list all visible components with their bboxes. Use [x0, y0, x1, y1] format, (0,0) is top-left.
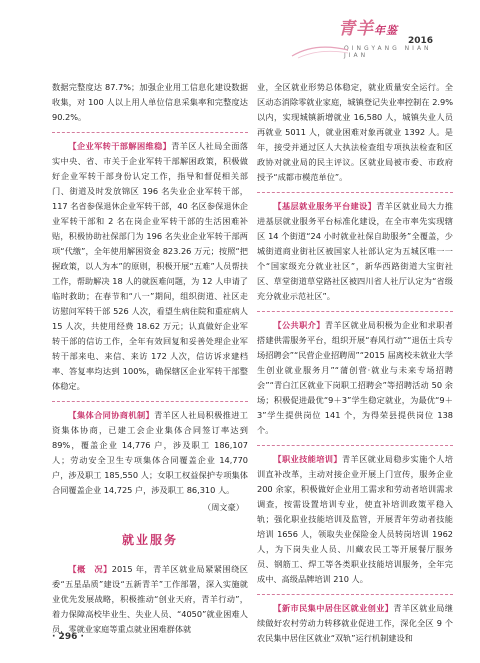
logo-year: 2016	[408, 36, 434, 46]
left-column	[52, 80, 248, 637]
entry-heading: 【企业军转干部解困维稳】	[68, 141, 172, 151]
paragraph-continuation: 业，全区就业形势总体稳定，就业质量安全运行。全区动态消除零就业家庭，城镇登记失业率控制在 2.9% 以内，实现城镇新增就业 16,580 人，城镇失业人员再就业 5011 人，就业困难对象再就业 1392 人。是年，接受并通过区人大执法检查组专项执法检查和区政协对就业局的民主评议。区就业局被市委、市政府授予“成都市模范单位”。	[257, 82, 453, 182]
entry-heading: 【新市民集中居住区就业创业】	[273, 603, 394, 613]
entry-text: 青羊区就业局积极为企业和求职者搭建供需服务平台，组织开展“春风行动”“退伍士兵专场招聘会”“民营企业招聘周”“2015 届离校未就业大学生创业就业服务月”“蒲创营·就业与未来专场招聘会”“青白江区就业下岗职工招聘会”等招聘活动 50 余场；积极促进最优“9＋3”学生稳定就业，为最优“9＋3”学生提供岗位 141 个，为得荣县提供岗位 138 个。	[257, 320, 453, 435]
entry-public-job-agency	[257, 318, 453, 438]
section-divider	[257, 311, 453, 312]
entry-veteran-cadres	[52, 139, 248, 394]
page-number: · 296 ·	[52, 632, 84, 642]
section-divider	[257, 445, 453, 446]
section-divider	[257, 192, 453, 193]
entry-new-citizens	[257, 601, 453, 646]
entry-text: 青羊区就业局大力推进基层就业服务平台标准化建设，在全市率先实现辖区 14 个街道“24 小时就业社保自助服务”全覆盖，少城街道商业街社区被国家人社部认定为五城区唯一一个“国家级充分就业社区”，新华西路街道大宝街社区、草堂街道草堂路社区被四川省人社厅认定为“省级充分就业示范社区”。	[257, 201, 453, 301]
page-header	[0, 0, 480, 70]
entry-text: 2015 年，青羊区就业局紧紧围绕区委“五星品质”建设“五新青羊”工作部署，深入实施就业优先发展战略，积极推动“创业天府，青羊行动”，着力保障高校毕业生、失业人员、“4050”就业困难人员，零就业家庭等重点就业困难群体就	[52, 564, 248, 634]
entry-text: 青羊区就业局继续做好农村劳动力转移就业促进工作，深化全区 9 个农民集中居住区就业“双轨”运行机制建设和	[257, 603, 453, 643]
entry-heading: 【职业技能培训】	[273, 454, 342, 464]
entry-text: 青羊区人社局积极推进工资集体协商，已建工会企业集体合同签订率达到 89%，覆盖企业 14,776 户，涉及职工 186,107 人；劳动安全卫生专项集体合同覆盖企业 14,770 户，涉及职工 185,550 人；女职工权益保护专项集体合同覆盖企业 14,725 户，涉及职工 86,310 人。	[52, 410, 248, 495]
logo-subtitle: QINGYANG NIAN JIAN	[344, 45, 432, 59]
paragraph-continuation: 数据完整度达 87.7%；加强企业用工信息化建设数据收集，对 100 人以上用人单位信息采集率和完整度达 90.2%。	[52, 82, 248, 122]
entry-overview	[52, 562, 248, 637]
entry-text: 青羊区就业局稳步实施个人培训直补改革，主动对接企业开展上门宣传，服务企业 200 余家，积极做好企业用工需求和劳动者培训需求调查，按需设置培训专业，使直补培训政策平稳入轨；强化职业技能培训及监管，开展青年劳动者技能培训 1656 人，领取失业保险金人员转岗培训 1962 人，为下岗失业人员、川藏农民工等开展餐厅服务员、钢筋工、焊工等各类职业技能培训服务，全年完成中、高级品牌培训 210 人。	[257, 454, 453, 584]
section-divider	[52, 132, 248, 133]
entry-grassroots-platform	[257, 199, 453, 304]
entry-heading: 【集体合同协商机制】	[68, 410, 155, 420]
decorative-swoosh-icon	[290, 40, 350, 60]
section-divider	[257, 594, 453, 595]
entry-heading: 【基层就业服务平台建设】	[273, 201, 377, 211]
logo-title: 青羊年鉴	[338, 19, 398, 39]
entry-text: 青羊区人社局全面落实中央、省、市关于企业军转干部解困政策，积极做好企业军转干部身份认定工作，指导和督促相关部门、街道及时发放锦区 196 名失业企业军转干部，117 名省参保退休企业军转干部，40 名区参保退休企业军转干部和 2 名在岗企业军转干部的生活困难补贴，积极协助社保部门为 196 名失业企业军转干部两项“代缴”，全年使用解困资金 823.26 万元；按照“把握政策，以人为本”的原则，积极开展“五难”人员帮扶工作，帮助解决 18 人的就医难问题，为 12 人申请了临时救助；在春节和“八一”期间，组织街道、社区走访慰问军转干部 526 人次，看望生病住院和重症病人 15 人次，共使用经费 18.62 万元；认真做好企业军转干部的信访工作，全年有效回复和妥善处理企业军转干部来电、来信、来访 172 人次，信访诉求建档率、答复率均达到 100%，确保辖区企业军转干部整体稳定。	[52, 141, 248, 391]
entry-skills-training	[257, 452, 453, 587]
yearbook-logo	[338, 14, 450, 60]
section-title: 就业服务	[121, 533, 178, 547]
entry-heading: 【概 况】	[68, 564, 112, 574]
right-column	[257, 80, 453, 646]
author-signature: （周文豪）	[203, 502, 244, 512]
entry-collective-contract	[52, 408, 248, 498]
section-divider	[52, 401, 248, 402]
entry-heading: 【公共职介】	[273, 320, 325, 330]
